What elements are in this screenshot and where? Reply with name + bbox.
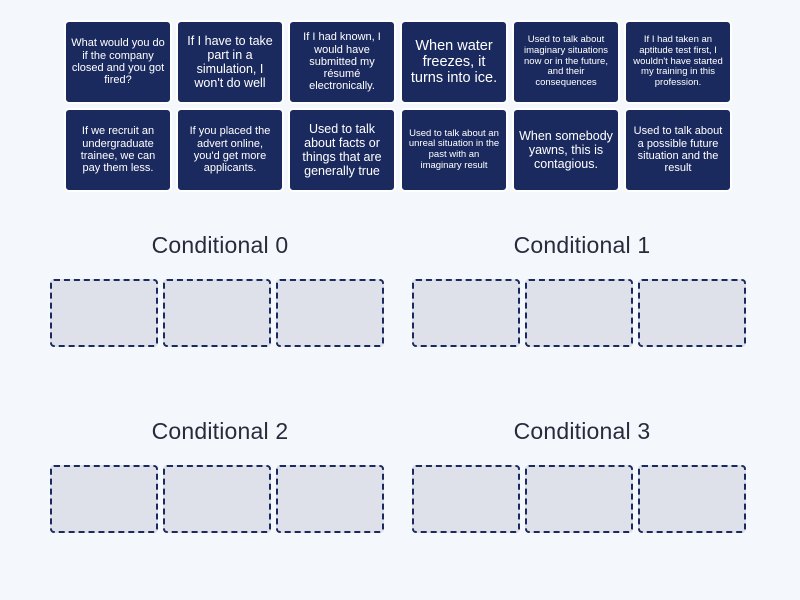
draggable-tile[interactable]: [64, 20, 172, 104]
drop-slot[interactable]: [163, 279, 271, 347]
draggable-tile[interactable]: [176, 20, 284, 104]
drop-slot[interactable]: [412, 279, 520, 347]
drop-slot[interactable]: [525, 465, 633, 533]
group-slots: [412, 279, 752, 347]
group-title: Conditional 2: [151, 418, 289, 444]
draggable-tile[interactable]: [288, 20, 396, 104]
group-conditional-2: [50, 418, 390, 533]
tile-label: When water freezes, it turns into ice.: [410, 37, 498, 87]
draggable-tile[interactable]: [288, 108, 396, 192]
group-slots: [50, 279, 390, 347]
group-conditional-1: [412, 232, 752, 347]
drop-slot[interactable]: [50, 279, 158, 347]
drop-slot[interactable]: [50, 465, 158, 533]
tile-label: What would you do if the company closed and you got fired?: [71, 37, 165, 87]
draggable-tile[interactable]: [512, 108, 620, 192]
tile-label: When somebody yawns, this is contagious.: [519, 129, 613, 171]
drop-slot[interactable]: [412, 465, 520, 533]
tile-label: Used to talk about an unreal situation in the past with an imaginary result: [408, 127, 500, 171]
group-conditional-0: [50, 232, 390, 347]
tile-label: Used to talk about a possible future situation and the result: [633, 125, 723, 175]
group-title: Conditional 0: [151, 232, 289, 258]
draggable-tile[interactable]: [624, 20, 732, 104]
group-slots: [412, 465, 752, 533]
draggable-tile[interactable]: [400, 20, 508, 104]
group-slots: [50, 465, 390, 533]
drop-slot[interactable]: [638, 465, 746, 533]
draggable-tile[interactable]: [176, 108, 284, 192]
tile-label: Used to talk about imaginary situations now or in the future, and their consequences: [524, 34, 608, 88]
tile-label: If I had known, I would have submitted my résumé electronically.: [303, 31, 381, 93]
draggable-tile[interactable]: [512, 20, 620, 104]
drop-slot[interactable]: [276, 279, 384, 347]
group-title: Conditional 3: [513, 418, 651, 444]
draggable-tile[interactable]: [64, 108, 172, 192]
drop-slot[interactable]: [163, 465, 271, 533]
tile-label: If I have to take part in a simulation, I won't do well: [187, 34, 273, 90]
tile-label: Used to talk about facts or things that are generally true: [302, 122, 382, 178]
drop-slot[interactable]: [276, 465, 384, 533]
drop-slot[interactable]: [638, 279, 746, 347]
group-conditional-3: [412, 418, 752, 533]
draggable-tile[interactable]: [624, 108, 732, 192]
group-title: Conditional 1: [513, 232, 651, 258]
category-groups: [0, 232, 800, 600]
tile-label: If we recruit an undergraduate trainee, we can pay them less.: [80, 125, 156, 175]
tile-label: If you placed the advert online, you'd get more applicants.: [189, 125, 271, 175]
draggable-tile[interactable]: [400, 108, 508, 192]
drop-slot[interactable]: [525, 279, 633, 347]
tile-bank: [64, 20, 736, 192]
tile-label: If I had taken an aptitude test first, I wouldn't have started my training in this profession.: [633, 34, 723, 88]
